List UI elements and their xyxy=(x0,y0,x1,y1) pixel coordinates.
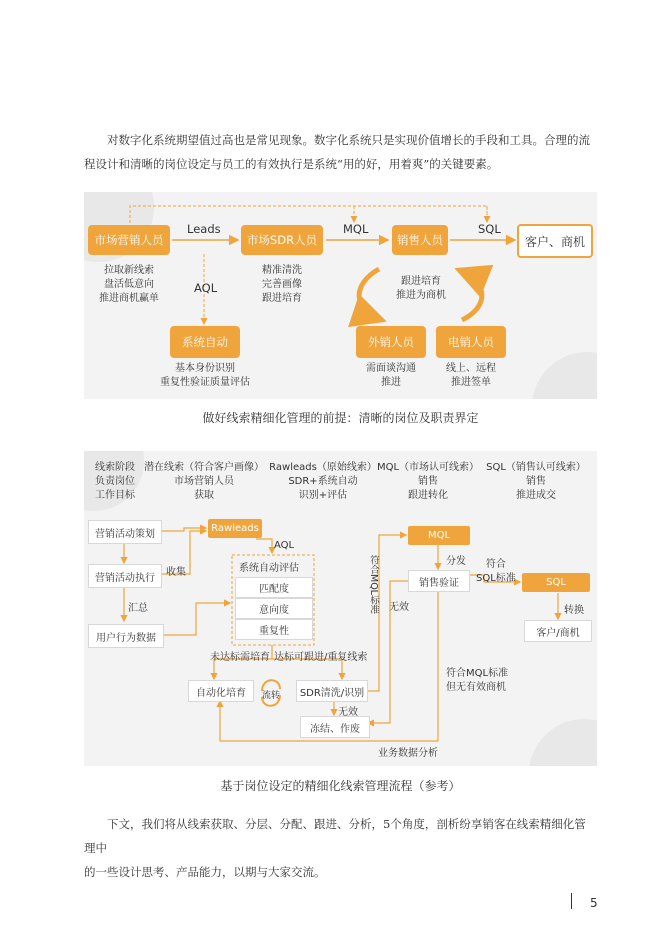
label-invalid-verify: 无效 xyxy=(389,602,409,613)
box-market-staff: 市场营销人员 xyxy=(88,225,170,255)
desc-outside: 需面谈沟通 推进 xyxy=(366,363,416,388)
label-not-meet: 未达标需培育 xyxy=(210,652,270,663)
node-sdr-clean: SDR清洗/识别 xyxy=(296,680,368,702)
header-col-mql: MQL（市场认可线索） 销售 跟进转化 xyxy=(376,462,480,501)
outro-line-2: 的一些设计思考、产品能力，以期与大家交流。 xyxy=(84,865,326,879)
label-aql: AQL xyxy=(194,281,218,295)
box-sdr-staff: 市场SDR人员 xyxy=(241,225,323,255)
box-system-auto: 系统自动 xyxy=(170,326,240,358)
label-sql-standard: 符合 SQL标准 xyxy=(476,559,516,584)
label-mql-no-biz: 符合MQL标准 但无有效商机 xyxy=(446,668,509,693)
node-sql: SQL xyxy=(522,573,590,592)
label-leads: Leads xyxy=(187,222,221,236)
box-sales-staff: 销售人员 xyxy=(392,225,448,255)
label-aql: AQL xyxy=(274,540,295,551)
label-collect: 收集 xyxy=(166,567,186,578)
header-col-potential: 潜在线索（符合客户画像） 市场营销人员 获取 xyxy=(144,462,264,501)
caption-diagram-2: 基于岗位设定的精细化线索管理流程（参考） xyxy=(220,779,461,793)
intro-paragraph xyxy=(84,128,597,176)
desc-sdr: 精准清洗 完善画像 跟进培育 xyxy=(262,265,302,304)
process-diagram xyxy=(84,451,597,766)
node-mql: MQL xyxy=(408,526,470,545)
label-meet: 达标可跟进/重复线索 xyxy=(274,652,368,663)
box-customer: 客户、商机 xyxy=(517,224,593,258)
label-summary: 汇总 xyxy=(128,603,148,614)
desc-market: 拉取新线索 盘活低意向 推进商机赢单 xyxy=(99,265,159,304)
label-cycle: 流转 xyxy=(262,691,281,701)
node-sales-verify: 销售验证 xyxy=(408,570,470,592)
role-diagram xyxy=(84,192,597,399)
label-convert: 转换 xyxy=(564,605,584,616)
outro-line-1: 下文，我们将从线索获取、分层、分配、跟进、分析，5个角度，剖析纷享销客在线索精细化管理中 xyxy=(84,817,586,855)
node-user-behavior: 用户行为数据 xyxy=(88,624,164,648)
box-outside-sales: 外销人员 xyxy=(356,326,426,358)
label-mql: MQL xyxy=(343,222,369,236)
label-dispatch: 分发 xyxy=(446,556,466,567)
label-data-analysis: 业务数据分析 xyxy=(378,748,438,759)
node-campaign-exec: 营销活动执行 xyxy=(88,564,162,588)
node-freeze: 冻结、作废 xyxy=(300,716,370,738)
node-match: 匹配度 xyxy=(235,577,313,598)
intro-line-2: 程设计和清晰的岗位设定与员工的有效执行是系统“用的好，用着爽”的关键要素。 xyxy=(84,157,499,171)
header-col-sql: SQL（销售认可线索） 销售 推进成交 xyxy=(486,462,586,501)
node-intent: 意向度 xyxy=(235,598,313,619)
node-auto-eval: 系统自动评估 xyxy=(239,563,299,574)
node-customer: 客户/商机 xyxy=(524,620,592,642)
page-number: 5 xyxy=(590,896,598,910)
node-duplicate: 重复性 xyxy=(235,619,313,640)
header-row-labels: 线索阶段 负责岗位 工作目标 xyxy=(95,462,135,501)
outro-paragraph xyxy=(84,812,597,884)
node-rawleads: Rawleads xyxy=(208,519,262,538)
label-invalid-sdr: 无效 xyxy=(338,707,358,718)
box-phone-sales: 电销人员 xyxy=(436,326,506,358)
desc-phone: 线上、远程 推进签单 xyxy=(446,363,496,388)
page-number-divider xyxy=(571,893,572,909)
label-sql: SQL xyxy=(478,222,501,236)
label-mql-standard: 符合MQL标准 xyxy=(368,555,379,614)
caption-diagram-1: 做好线索精细化管理的前提：清晰的岗位及职责界定 xyxy=(202,411,479,425)
desc-auto: 基本身份识别 重复性验证质量评估 xyxy=(160,363,250,388)
intro-line-1: 对数字化系统期望值过高也是常见现象。数字化系统只是实现价值增长的手段和工具。合理的流 xyxy=(107,133,590,147)
header-col-rawleads: Rawleads（原始线索） SDR+系统自动 识别+评估 xyxy=(269,462,377,501)
node-auto-nurture: 自动化培育 xyxy=(188,680,254,702)
desc-sales: 跟进培育 推进为商机 xyxy=(396,276,446,301)
node-campaign-plan: 营销活动策划 xyxy=(88,520,162,544)
